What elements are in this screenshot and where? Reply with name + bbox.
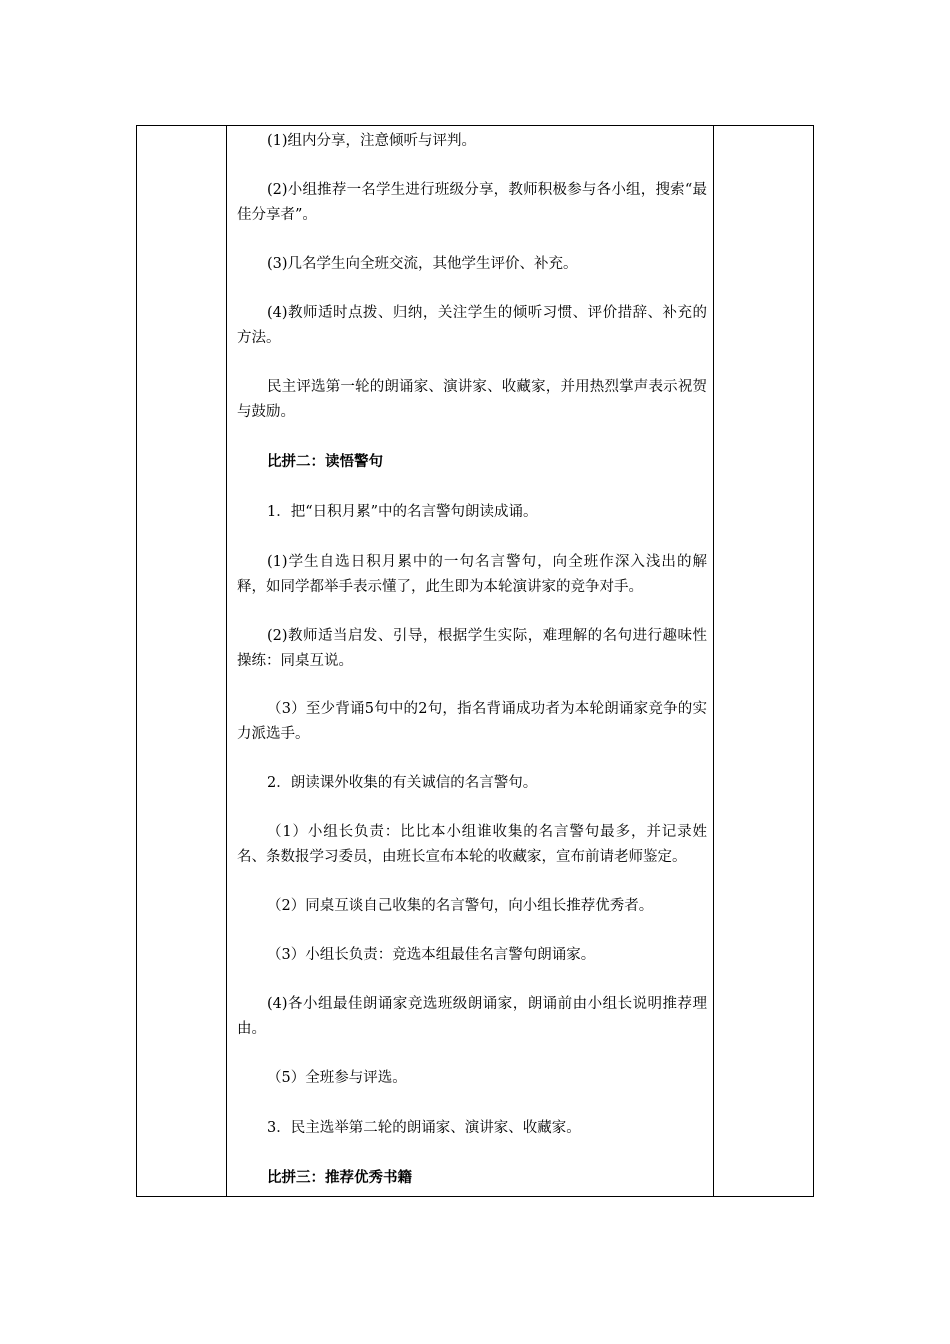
paragraph-2: (2)小组推荐一名学生进行班级分享，教师积极参与各小组，搜索“最佳分享者”。 bbox=[237, 182, 707, 223]
column-divider-right bbox=[713, 126, 714, 1196]
paragraph-7: (1)学生自选日积月累中的一句名言警句，向全班作深入浅出的解释，如同学都举手表示懂了，此生即为本轮演讲家的竞争对手。 bbox=[237, 554, 707, 595]
paragraph-11: （1）小组长负责：比比本小组谁收集的名言警句最多，并记录姓名、条数报学习委员，由班长宣布本轮的收藏家，宣布前请老师鉴定。 bbox=[237, 824, 707, 865]
paragraph-3: (3)几名学生向全班交流，其他学生评价、补充。 bbox=[267, 256, 578, 272]
paragraph-16: 3．民主选举第二轮的朗诵家、演讲家、收藏家。 bbox=[267, 1120, 581, 1136]
lesson-table bbox=[136, 125, 814, 1197]
lesson-content-cell bbox=[227, 126, 713, 1196]
paragraph-14: (4)各小组最佳朗诵家竞选班级朗诵家，朗诵前由小组长说明推荐理由。 bbox=[237, 996, 707, 1037]
paragraph-9: （3）至少背诵5句中的2句，指名背诵成功者为本轮朗诵家竞争的实力派选手。 bbox=[237, 701, 707, 742]
section-heading-3: 比拼三：推荐优秀书籍 bbox=[267, 1170, 412, 1186]
paragraph-15: （5）全班参与评选。 bbox=[267, 1070, 407, 1086]
paragraph-6: 1．把“日积月累”中的名言警句朗读成诵。 bbox=[267, 504, 538, 520]
paragraph-8: (2)教师适当启发、引导，根据学生实际，难理解的名句进行趣味性操练：同桌互说。 bbox=[237, 628, 707, 669]
section-heading-2: 比拼二：读悟警句 bbox=[267, 454, 383, 470]
paragraph-1: (1)组内分享，注意倾听与评判。 bbox=[267, 133, 477, 149]
paragraph-13: （3）小组长负责：竞选本组最佳名言警句朗诵家。 bbox=[267, 947, 596, 963]
paragraph-5: 民主评选第一轮的朗诵家、演讲家、收藏家，并用热烈掌声表示祝贺与鼓励。 bbox=[237, 379, 707, 420]
paragraph-4: (4)教师适时点拨、归纳，关注学生的倾听习惯、评价措辞、补充的方法。 bbox=[237, 305, 707, 346]
paragraph-10: 2．朗读课外收集的有关诚信的名言警句。 bbox=[267, 775, 538, 791]
paragraph-12: （2）同桌互谈自己收集的名言警句，向小组长推荐优秀者。 bbox=[267, 898, 654, 914]
